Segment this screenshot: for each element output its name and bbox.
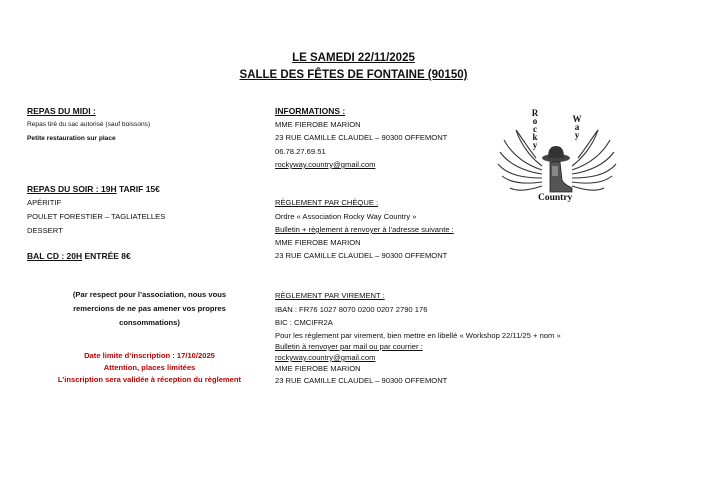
cheque-name: MME FIEROBE MARION (275, 238, 361, 247)
rocky-way-country-logo (492, 100, 622, 212)
iban-text: IBAN : FR76 1027 8070 0200 0207 2790 176 (275, 305, 428, 314)
logo-word-way: Way (572, 114, 582, 138)
respect-line: remercions de ne pas amener vos propres (73, 304, 226, 313)
event-date-title: LE SAMEDI 22/11/2025 (292, 52, 415, 64)
lunch-restaurant: Petite restauration sur place (27, 135, 116, 142)
limited-places-text: Attention, places limitées (103, 363, 196, 372)
respect-line: (Par respect pour l’association, nous vous (72, 290, 227, 299)
lunch-note: Repas tiré du sac autorisé (sauf boissons) (27, 121, 151, 128)
transfer-note: Pour les règlement par virement, bien mettre en libellé « Workshop 22/11/25 + nom » (275, 331, 561, 340)
cheque-address: 23 RUE CAMILLE CLAUDEL – 90300 OFFEMONT (275, 251, 448, 260)
cheque-heading: RÈGLEMENT PAR CHÈQUE : (275, 198, 379, 207)
transfer-bulletin: Bulletin à renvoyer par mail ou par courrier : (275, 342, 423, 351)
info-heading: INFORMATIONS : (275, 106, 346, 116)
ball-heading (27, 251, 131, 261)
transfer-name: MME FIEROBE MARION (275, 364, 361, 373)
ball-title: BAL CD : 20H (27, 251, 83, 261)
dinner-price: TARIF 15€ (116, 184, 160, 194)
info-email-link[interactable]: rockyway.country@gmail.com (275, 160, 376, 169)
transfer-email-link[interactable]: rockyway.country@gmail.com (275, 353, 376, 362)
lunch-heading: REPAS DU MIDI : (27, 106, 96, 116)
deadline-text: Date limite d’inscription : 17/10/2025 (84, 351, 215, 360)
info-phone: 06.78.27.69.51 (275, 147, 326, 156)
dinner-title: REPAS DU SOIR : 19H (27, 184, 117, 194)
logo-word-country: Country (538, 193, 573, 203)
dinner-heading (27, 184, 160, 194)
ball-price: ENTRÉE 8€ (82, 251, 131, 261)
respect-line: consommations) (119, 318, 180, 327)
dinner-item: POULET FORESTIER – TAGLIATELLES (27, 212, 166, 221)
info-name: MME FIEROBE MARION (275, 120, 361, 129)
transfer-address: 23 RUE CAMILLE CLAUDEL – 90300 OFFEMONT (275, 376, 448, 385)
dinner-item: DESSERT (27, 226, 63, 235)
bic-text: BIC : CMCIFR2A (275, 318, 333, 327)
dinner-item: APÉRITIF (27, 198, 62, 207)
venue-title: SALLE DES FÊTES DE FONTAINE (90150) (239, 69, 468, 81)
info-address: 23 RUE CAMILLE CLAUDEL – 90300 OFFEMONT (275, 133, 448, 142)
transfer-heading: RÈGLEMENT PAR VIREMENT : (275, 291, 385, 300)
cheque-bulletin: Bulletin + règlement à renvoyer à l’adresse suivante : (275, 225, 454, 234)
logo-word-rocky: Rocky (530, 108, 540, 148)
cheque-order: Ordre « Association Rocky Way Country » (275, 212, 417, 221)
validation-text: L’inscription sera validée à réception du règlement (57, 375, 242, 384)
